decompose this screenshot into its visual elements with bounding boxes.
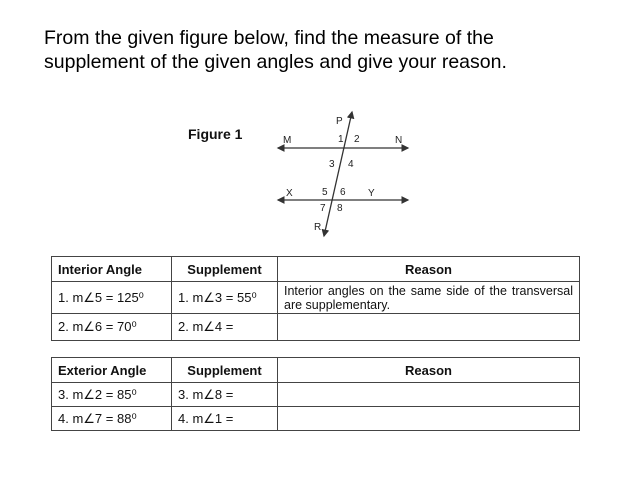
table-row xyxy=(52,314,580,341)
reason-cell[interactable] xyxy=(278,314,580,341)
parallel-lines-figure xyxy=(270,108,420,238)
header-reason: Reason xyxy=(278,358,580,383)
problem-prompt xyxy=(44,26,624,74)
figure-title: Figure 1 xyxy=(188,126,243,142)
table-header-row xyxy=(52,257,580,282)
label-y: Y xyxy=(368,188,375,199)
header-exterior-angle: Exterior Angle xyxy=(52,358,172,383)
reason-cell xyxy=(278,282,580,314)
table-row xyxy=(52,407,580,431)
angle-1: 1 xyxy=(338,134,344,145)
label-x: X xyxy=(286,188,293,199)
supplement-cell[interactable]: 4. m∠1 = xyxy=(172,407,278,431)
supplement-cell: 2. m∠4 = xyxy=(172,314,278,341)
interior-angle-cell: 1. m∠5 = 125⁰ xyxy=(52,282,172,314)
angle-5: 5 xyxy=(322,187,328,198)
label-r: R xyxy=(314,222,322,233)
table-row xyxy=(52,282,580,314)
prompt-line-1: From the given figure below, find the measure of the xyxy=(44,27,494,49)
supplement-cell[interactable]: 3. m∠8 = xyxy=(172,383,278,407)
exterior-angle-cell: 4. m∠7 = 88⁰ xyxy=(52,407,172,431)
transversal-pr xyxy=(324,112,352,236)
angle-4: 4 xyxy=(348,159,354,170)
header-supplement: Supplement xyxy=(172,257,278,282)
header-interior-angle: Interior Angle xyxy=(52,257,172,282)
interior-angle-cell: 2. m∠6 = 70⁰ xyxy=(52,314,172,341)
table-row xyxy=(52,383,580,407)
angle-2: 2 xyxy=(354,134,360,145)
angle-3: 3 xyxy=(329,159,335,170)
header-supplement: Supplement xyxy=(172,358,278,383)
angle-8: 8 xyxy=(337,203,343,214)
angle-7: 7 xyxy=(320,203,326,214)
exterior-angle-table xyxy=(51,357,580,431)
reason-text: Interior angles on the same side of the transversal are supplementary. xyxy=(284,283,573,312)
header-reason: Reason xyxy=(278,257,580,282)
exterior-angle-cell: 3. m∠2 = 85⁰ xyxy=(52,383,172,407)
reason-cell[interactable] xyxy=(278,383,580,407)
label-p: P xyxy=(336,116,343,127)
prompt-line-2: supplement of the given angles and give your reason. xyxy=(44,51,507,73)
angle-6: 6 xyxy=(340,187,346,198)
label-n: N xyxy=(395,135,403,146)
interior-angle-table xyxy=(51,256,580,341)
reason-cell[interactable] xyxy=(278,407,580,431)
table-header-row xyxy=(52,358,580,383)
label-m: M xyxy=(283,135,292,146)
supplement-cell: 1. m∠3 = 55⁰ xyxy=(172,282,278,314)
